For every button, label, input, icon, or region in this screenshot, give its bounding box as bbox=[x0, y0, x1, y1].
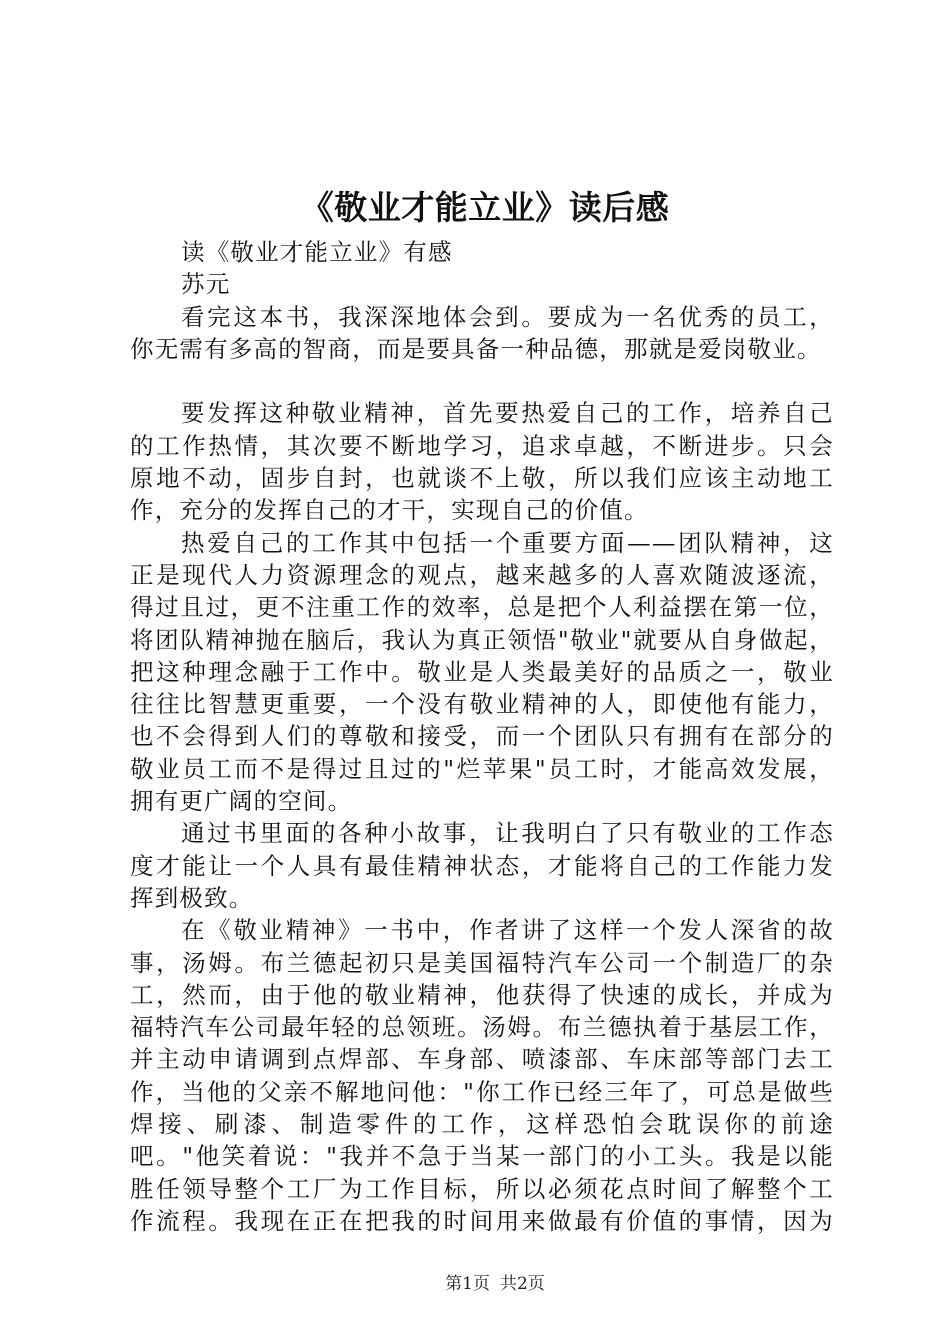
text-line: 要发挥这种敬业精神，首先要热爱自己的工作，培养自己 bbox=[181, 399, 834, 428]
text-line: 胜任领导整个工厂为工作目标，所以必须花点时间了解整个工 bbox=[130, 1174, 834, 1203]
document-body bbox=[130, 236, 834, 1237]
text-line: 敬业员工而不是得过且过的"烂苹果"员工时，才能高效发展， bbox=[130, 754, 834, 783]
text-line: 正是现代人力资源理念的观点，越来越多的人喜欢随波逐流， bbox=[130, 560, 834, 589]
text-line: 苏元 bbox=[181, 270, 231, 299]
text-line: 在《敬业精神》一书中，作者讲了这样一个发人深省的故 bbox=[181, 916, 834, 945]
text-line: 往往比智慧更重要，一个没有敬业精神的人，即使他有能力， bbox=[130, 690, 834, 719]
text-line: 拥有更广阔的空间。 bbox=[130, 787, 353, 816]
page-footer bbox=[0, 1272, 950, 1296]
text-line: 度才能让一个人具有最佳精神状态，才能将自己的工作能力发 bbox=[130, 851, 834, 880]
document-title: 《敬业才能立业》读后感 bbox=[300, 188, 670, 227]
text-line: 看完这本书，我深深地体会到。要成为一名优秀的员工， bbox=[181, 302, 834, 331]
text-line: 原地不动，固步自封，也就谈不上敬，所以我们应该主动地工 bbox=[130, 464, 834, 493]
text-line: 工，然而，由于他的敬业精神，他获得了快速的成长，并成为 bbox=[130, 980, 834, 1009]
text-line: 并主动申请调到点焊部、车身部、喷漆部、车床部等部门去工 bbox=[130, 1045, 834, 1074]
text-line: 也不会得到人们的尊敬和接受，而一个团队只有拥有在部分的 bbox=[130, 722, 834, 751]
text-line: 焊接、刷漆、制造零件的工作，这样恐怕会耽误你的前途 bbox=[130, 1110, 834, 1139]
text-line: 的工作热情，其次要不断地学习，追求卓越，不断进步。只会 bbox=[130, 431, 834, 460]
text-line: 通过书里面的各种小故事，让我明白了只有敬业的工作态 bbox=[181, 819, 834, 848]
text-line: 事，汤姆。布兰德起初只是美国福特汽车公司一个制造厂的杂 bbox=[130, 948, 834, 977]
text-line: 得过且过，更不注重工作的效率，总是把个人利益摆在第一位， bbox=[130, 593, 834, 622]
text-line: 将团队精神抛在脑后，我认为真正领悟"敬业"就要从自身做起， bbox=[130, 625, 834, 654]
page-number: 第1页 bbox=[445, 1274, 490, 1294]
text-line: 挥到极致。 bbox=[130, 883, 254, 912]
text-line: 福特汽车公司最年轻的总领班。汤姆。布兰德执着于基层工作， bbox=[130, 1013, 834, 1042]
text-line: 吧。"他笑着说："我并不急于当某一部门的小工头。我是以能 bbox=[130, 1142, 834, 1171]
page-total: 共2页 bbox=[500, 1274, 545, 1294]
text-line: 把这种理念融于工作中。敬业是人类最美好的品质之一，敬业 bbox=[130, 657, 834, 686]
text-line: 作，充分的发挥自己的才干，实现自己的价值。 bbox=[130, 496, 649, 525]
text-line: 热爱自己的工作其中包括一个重要方面——团队精神，这 bbox=[181, 528, 834, 557]
blank-line bbox=[130, 365, 834, 397]
text-line: 作，当他的父亲不解地问他："你工作已经三年了，可总是做些 bbox=[130, 1077, 834, 1106]
text-line: 作流程。我现在正在把我的时间用来做最有价值的事情，因为 bbox=[130, 1206, 834, 1235]
text-line: 读《敬业才能立业》有感 bbox=[181, 238, 453, 266]
text-line: 你无需有多高的智商，而是要具备一种品德，那就是爱岗敬业。 bbox=[130, 334, 822, 363]
